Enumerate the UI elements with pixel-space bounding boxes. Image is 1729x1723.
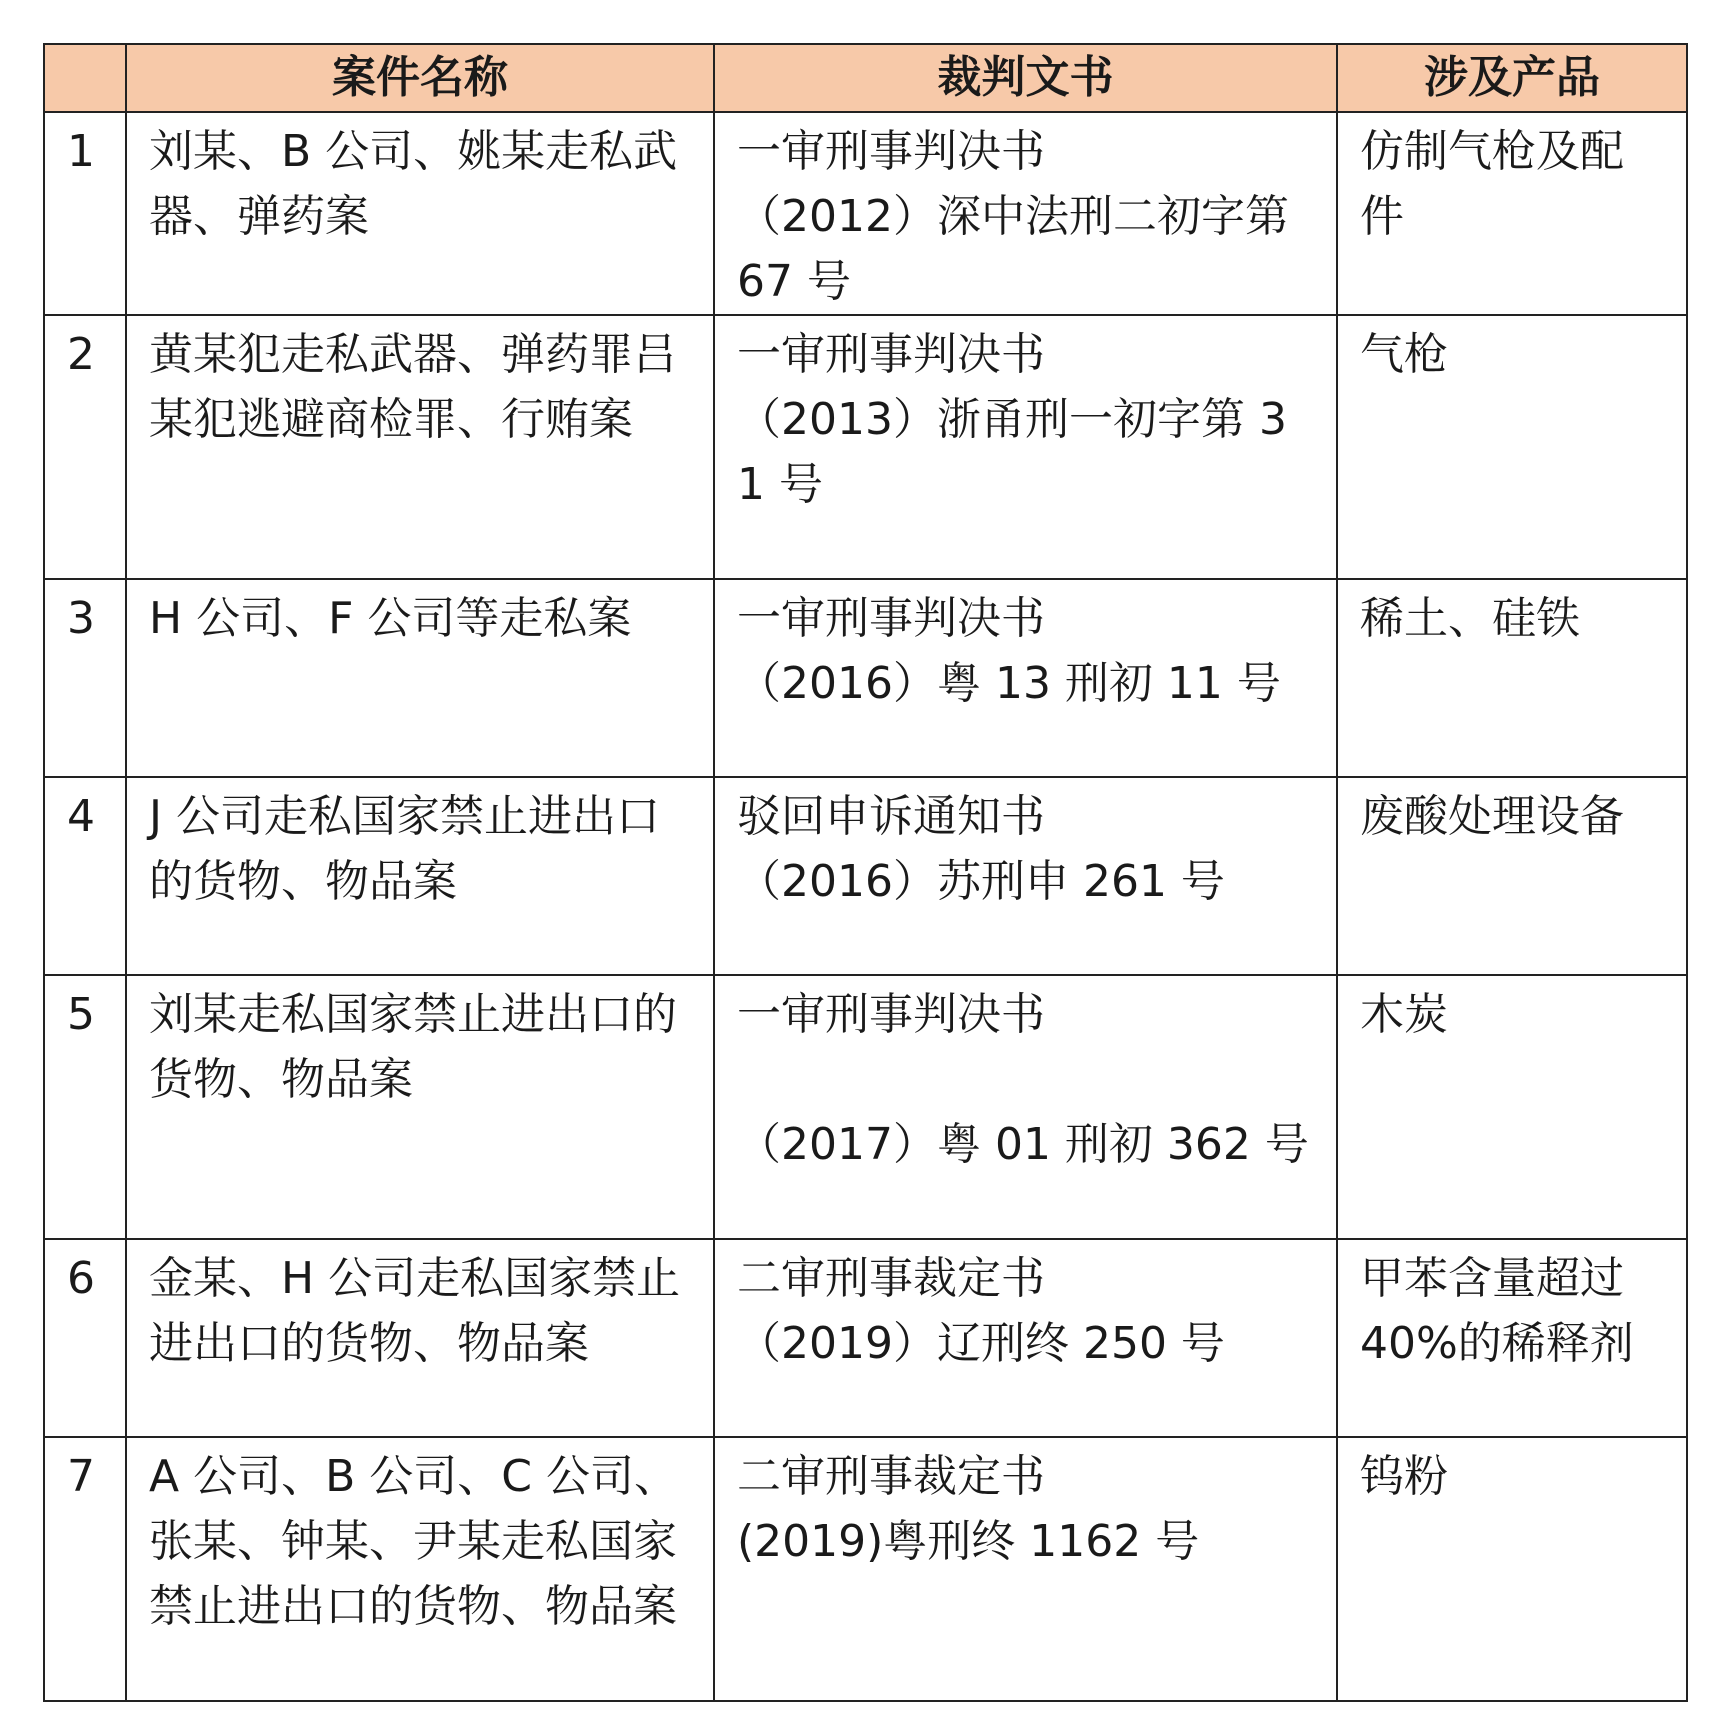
case-name-cell: 刘某走私国家禁止进出口的货物、物品案 xyxy=(126,975,714,1239)
products-cell: 废酸处理设备 xyxy=(1337,777,1687,975)
products-cell: 钨粉 xyxy=(1337,1437,1687,1701)
case-name-cell: 黄某犯走私武器、弹药罪吕某犯逃避商检罪、行贿案 xyxy=(126,315,714,579)
row-index: 7 xyxy=(44,1437,126,1701)
judgment-number: （2013）浙甬刑一初字第 31 号 xyxy=(737,394,1287,510)
header-row xyxy=(44,44,1687,112)
judgment-number: （2019）辽刑终 250 号 xyxy=(737,1318,1225,1369)
table-row xyxy=(44,1239,1687,1437)
row-index: 2 xyxy=(44,315,126,579)
header-index xyxy=(44,44,126,112)
judgment-number: （2012）深中法刑二初字第 67 号 xyxy=(737,191,1289,307)
table-row xyxy=(44,777,1687,975)
judgment-number: （2016）粤 13 刑初 11 号 xyxy=(737,658,1281,709)
row-index: 6 xyxy=(44,1239,126,1437)
table-row xyxy=(44,975,1687,1239)
row-index: 3 xyxy=(44,579,126,777)
judgment-cell xyxy=(714,777,1337,975)
judgment-type: 一审刑事判决书 xyxy=(737,126,1045,177)
table-row xyxy=(44,1437,1687,1701)
row-index: 5 xyxy=(44,975,126,1239)
judgment-cell xyxy=(714,1239,1337,1437)
cases-table xyxy=(43,43,1688,1702)
products-cell: 稀土、硅铁 xyxy=(1337,579,1687,777)
row-index: 1 xyxy=(44,112,126,315)
blank-line xyxy=(737,1047,1314,1112)
judgment-cell xyxy=(714,112,1337,315)
header-products: 涉及产品 xyxy=(1337,44,1687,112)
judgment-number: （2016）苏刑申 261 号 xyxy=(737,856,1225,907)
table-row xyxy=(44,315,1687,579)
table-row xyxy=(44,112,1687,315)
judgment-type: 一审刑事判决书 xyxy=(737,329,1045,380)
case-name-cell: H 公司、F 公司等走私案 xyxy=(126,579,714,777)
judgment-cell xyxy=(714,975,1337,1239)
judgment-type: 一审刑事判决书 xyxy=(737,989,1045,1040)
products-cell: 木炭 xyxy=(1337,975,1687,1239)
case-name-cell: A 公司、B 公司、C 公司、张某、钟某、尹某走私国家禁止进出口的货物、物品案 xyxy=(126,1437,714,1701)
products-cell: 仿制气枪及配件 xyxy=(1337,112,1687,315)
judgment-cell xyxy=(714,1437,1337,1701)
header-judgment: 裁判文书 xyxy=(714,44,1337,112)
judgment-number: (2019)粤刑终 1162 号 xyxy=(737,1516,1200,1567)
judgment-type: 一审刑事判决书 xyxy=(737,593,1045,644)
case-name-cell: 金某、H 公司走私国家禁止进出口的货物、物品案 xyxy=(126,1239,714,1437)
case-name-cell: J 公司走私国家禁止进出口的货物、物品案 xyxy=(126,777,714,975)
case-name-cell: 刘某、B 公司、姚某走私武器、弹药案 xyxy=(126,112,714,315)
header-case-name: 案件名称 xyxy=(126,44,714,112)
judgment-cell xyxy=(714,315,1337,579)
row-index: 4 xyxy=(44,777,126,975)
judgment-cell xyxy=(714,579,1337,777)
table-row xyxy=(44,579,1687,777)
products-cell: 气枪 xyxy=(1337,315,1687,579)
products-cell: 甲苯含量超过 40%的稀释剂 xyxy=(1337,1239,1687,1437)
judgment-type: 二审刑事裁定书 xyxy=(737,1451,1045,1502)
judgment-number: （2017）粤 01 刑初 362 号 xyxy=(737,1119,1309,1170)
judgment-type: 二审刑事裁定书 xyxy=(737,1253,1045,1304)
judgment-type: 驳回申诉通知书 xyxy=(737,791,1045,842)
